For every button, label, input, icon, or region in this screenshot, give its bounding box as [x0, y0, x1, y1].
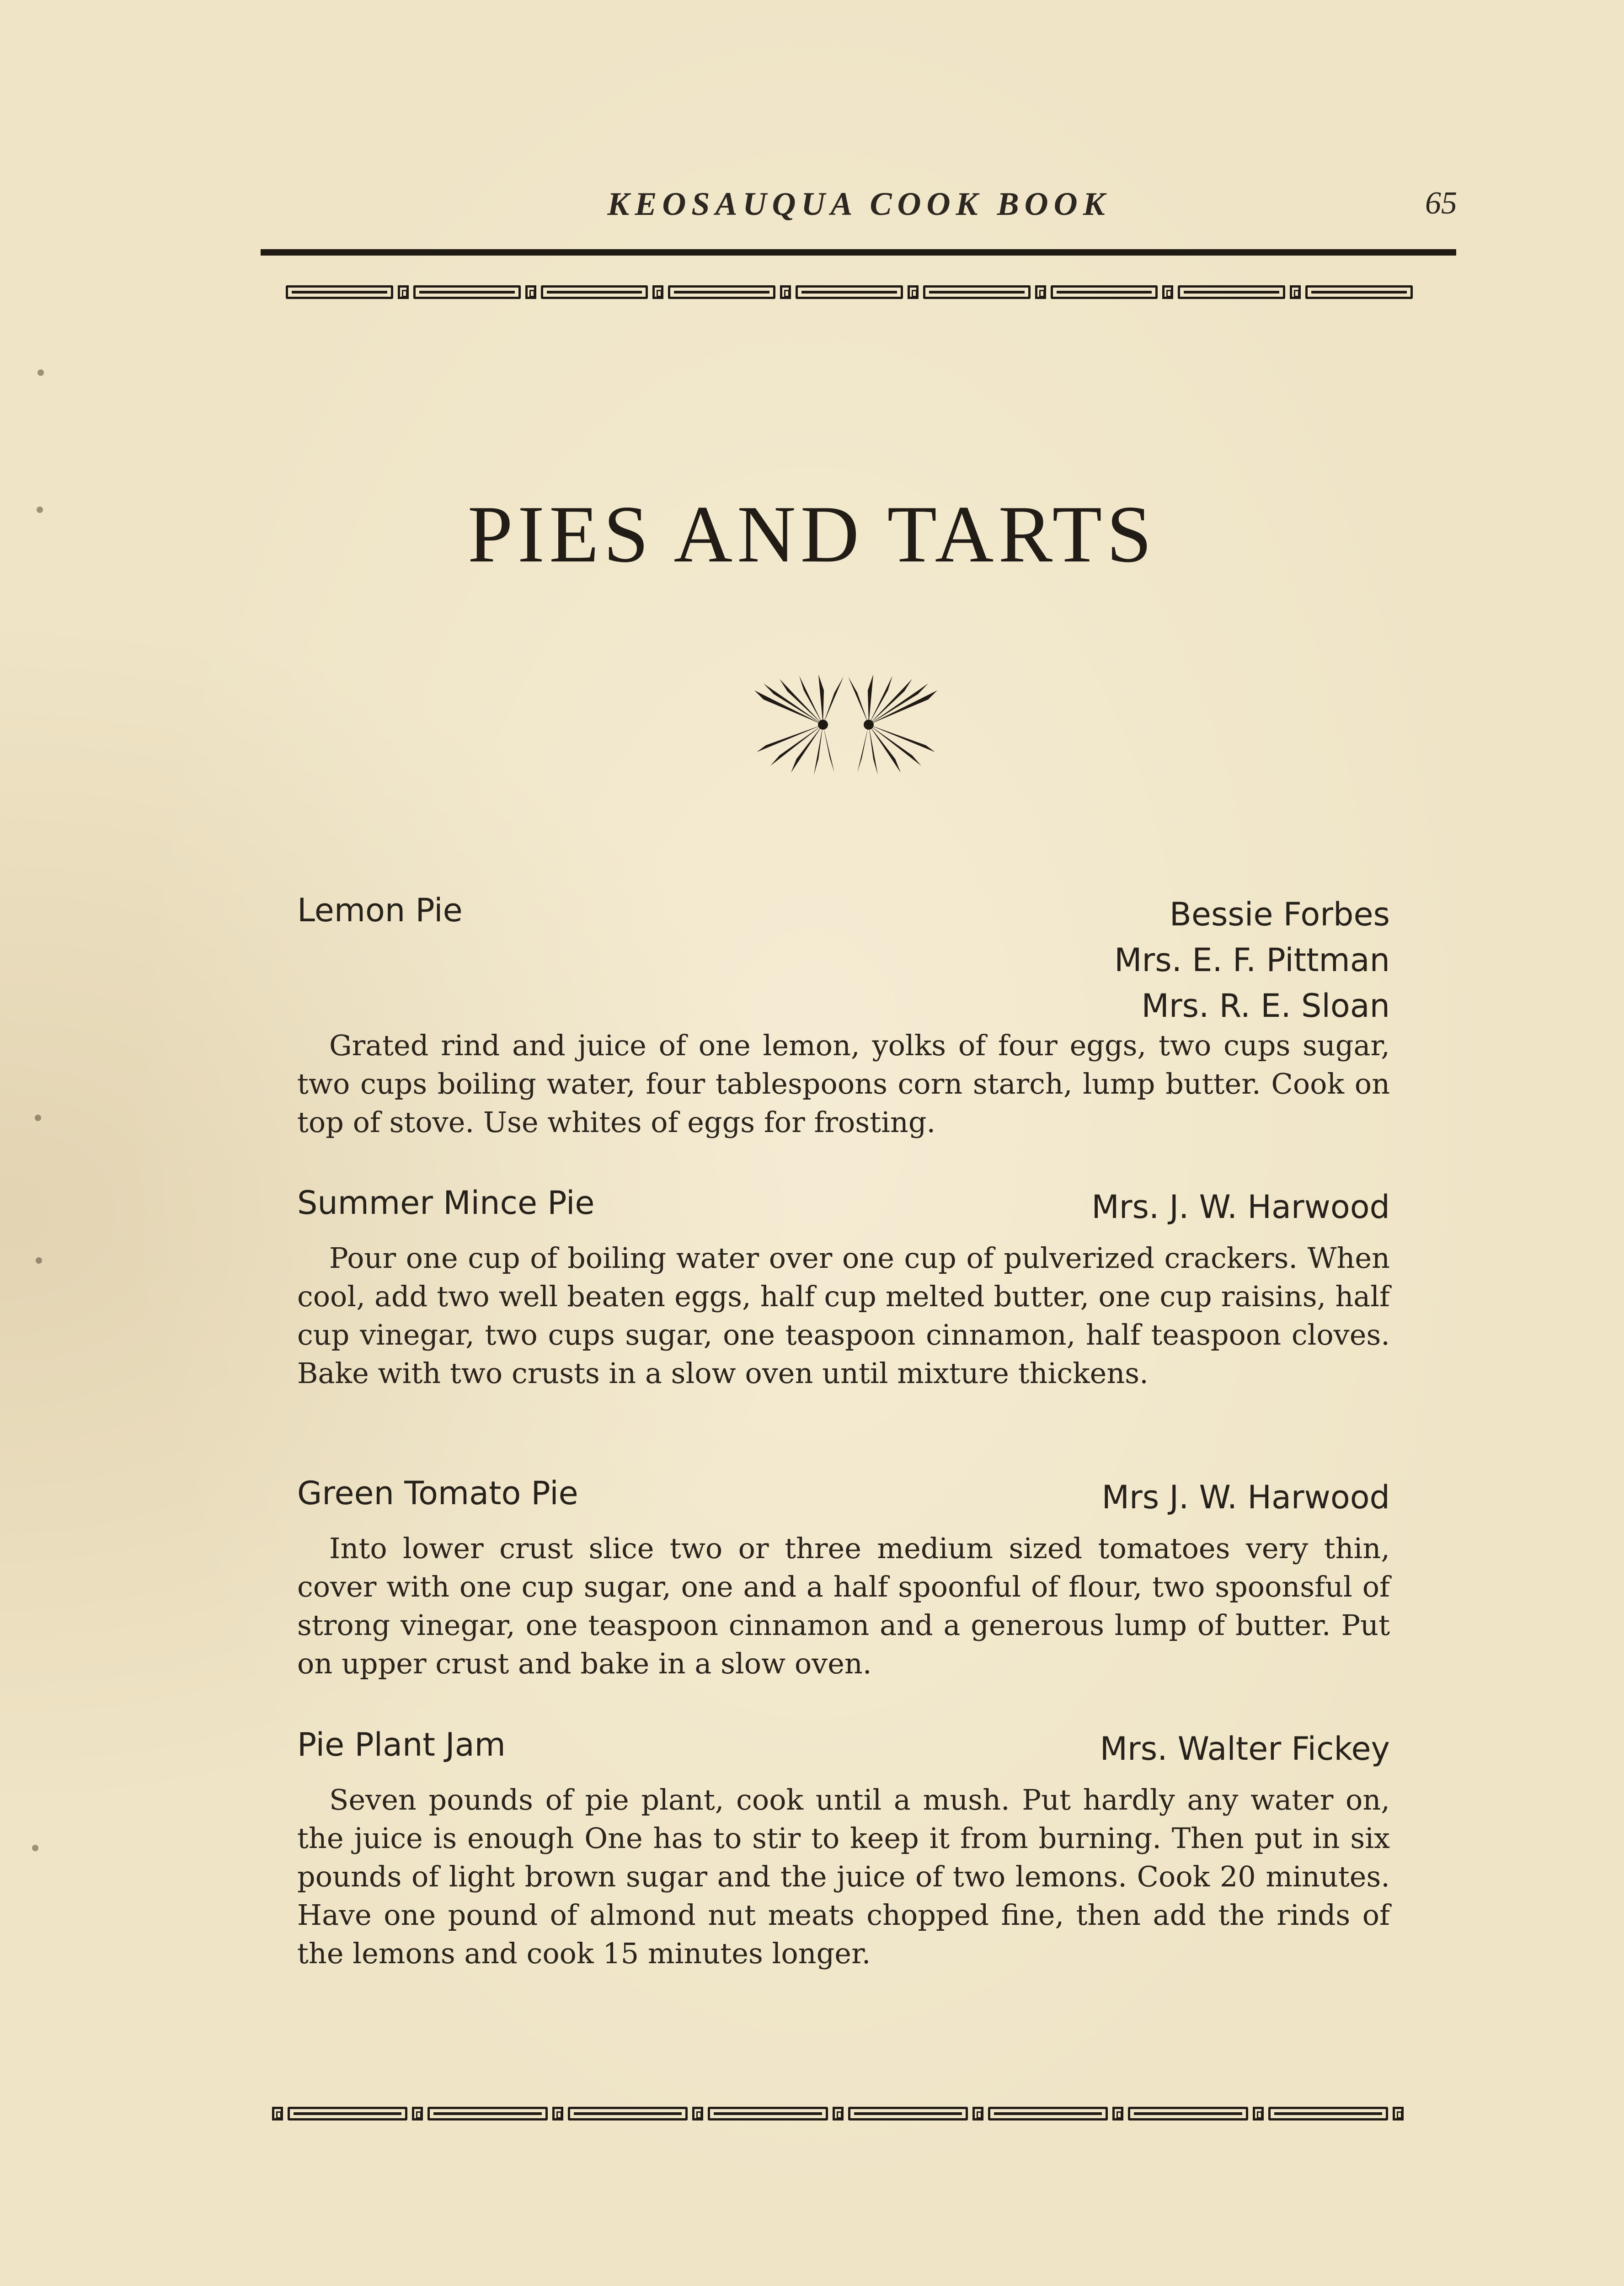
- paper-speck: [32, 1845, 38, 1851]
- recipe-instructions: Pour one cup of boiling water over one cup of pulverized crackers. When cool, add two well beaten eggs, half cup melted butter, one cup raisins, half cup vinegar, two cups sugar, one teaspoon cinnamon, half teaspoon cloves. Bake with two crusts in a slow oven until mixture thickens.: [297, 1241, 1390, 1390]
- greek-key-border-top: [286, 283, 1413, 301]
- contributor-name: Mrs. Walter Fickey: [1100, 1730, 1390, 1768]
- contributor-name: Mrs J. W. Harwood: [1101, 1479, 1390, 1516]
- recipe-instructions: Into lower crust slice two or three medium sized tomatoes very thin, cover with one cup sugar, one and a half spoonful of flour, two spoonsful of strong vinegar, one teaspoon cinnamon and a generous lump of butter. Put on upper crust and bake in a slow oven.: [297, 1532, 1390, 1680]
- contributor-name: Mrs. R. E. Sloan: [1141, 987, 1390, 1025]
- greek-key-border-bottom: [272, 2105, 1404, 2122]
- contributor-name: Mrs. J. W. Harwood: [1091, 1188, 1390, 1226]
- recipe-pie-plant-jam: [297, 1726, 1390, 2037]
- recipe-title: Green Tomato Pie: [297, 1474, 578, 1512]
- contributor-list: [1102, 1474, 1390, 1520]
- recipe-instructions: Grated rind and juice of one lemon, yolks of four eggs, two cups sugar, two cups boiling water, four tablespoons corn starch, lump butter. Cook on top of stove. Use whites of eggs for frosting.: [297, 1029, 1390, 1139]
- recipe-summer-mince-pie: [297, 1184, 1390, 1440]
- recipe-green-tomato-pie: [297, 1474, 1390, 1703]
- paper-speck: [35, 1115, 41, 1121]
- contributor-name: Bessie Forbes: [1169, 896, 1390, 933]
- chapter-title: PIES AND TARTS: [467, 489, 1157, 579]
- page-number: 65: [1425, 186, 1457, 221]
- running-title: KEOSAUQUA COOK BOOK: [607, 186, 1111, 222]
- running-header: [261, 185, 1457, 240]
- paper-speck: [36, 1257, 42, 1264]
- contributor-list: [1091, 1184, 1390, 1230]
- header-rule: [261, 249, 1456, 256]
- recipe-title: Summer Mince Pie: [297, 1184, 595, 1222]
- recipe-instructions: Seven pounds of pie plant, cook until a mush. Put hardly any water on, the juice is enough One has to stir to keep it from burning. Then put in six pounds of light brown sugar and the juice of two lemons. Cook 20 minutes. Have one pound of almond nut meats chopped fine, then add the rinds of the lemons and cook 15 minutes longer.: [297, 1783, 1390, 1970]
- recipe-lemon-pie: [297, 892, 1390, 1148]
- fleuron-ornament-icon: [745, 672, 946, 777]
- contributor-list: [1100, 1726, 1390, 1772]
- recipe-title: Lemon Pie: [297, 892, 463, 929]
- recipe-title: Pie Plant Jam: [297, 1726, 506, 1763]
- paper-speck: [37, 369, 44, 376]
- contributor-name: Mrs. E. F. Pittman: [1114, 941, 1390, 979]
- contributor-list: [1114, 892, 1390, 1029]
